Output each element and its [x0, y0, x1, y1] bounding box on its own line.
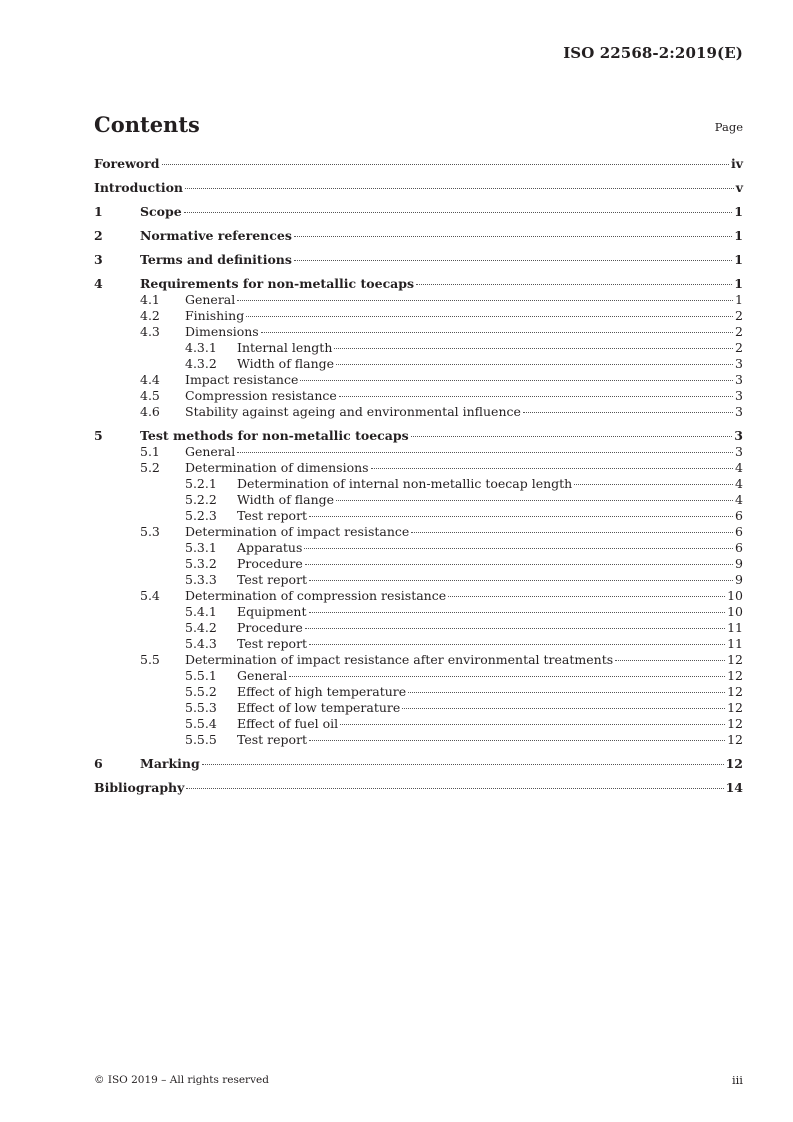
dot-leader [237, 300, 733, 301]
contents-heading-row [94, 112, 743, 142]
toc-entry-title: Determination of impact resistance after environmental treatments [185, 652, 614, 667]
dot-leader [309, 644, 725, 645]
toc-entry-number: 5.2.3 [185, 508, 217, 523]
toc-entry[interactable] [140, 292, 743, 308]
dot-leader [246, 316, 733, 317]
toc-entry-title: Effect of fuel oil [237, 716, 339, 731]
dot-leader [371, 468, 733, 469]
toc-entry-page: 2 [735, 308, 743, 323]
toc-entry[interactable] [185, 716, 743, 732]
toc-entry-number: 5.5.1 [185, 668, 217, 683]
toc-entry-title: Determination of internal non-metallic toecap length [237, 476, 573, 491]
toc-entry-page: 3 [735, 356, 743, 371]
dot-leader [339, 396, 733, 397]
dot-leader [309, 612, 726, 613]
toc-entry-number: 5.1 [140, 444, 160, 459]
toc-entry-title: General [237, 668, 288, 683]
toc-entry[interactable] [140, 372, 743, 388]
toc-entry-page: 10 [727, 588, 743, 603]
contents-title: Contents [94, 112, 200, 137]
toc-entry-number: 4 [94, 276, 103, 291]
dot-leader [309, 740, 725, 741]
toc-entry-page: 12 [727, 652, 743, 667]
toc-entry[interactable] [94, 276, 743, 292]
toc-entry[interactable] [185, 668, 743, 684]
toc-entry[interactable] [140, 444, 743, 460]
toc-entry-title: Impact resistance [185, 372, 299, 387]
toc-entry-number: 5 [94, 428, 103, 443]
toc-entry-title: Procedure [237, 556, 303, 571]
toc-entry-title: Internal length [237, 340, 333, 355]
toc-entry-page: 9 [735, 556, 743, 571]
toc-entry-title: Marking [140, 756, 200, 771]
toc-entry[interactable] [185, 700, 743, 716]
toc-entry-title: Procedure [237, 620, 303, 635]
dot-leader [294, 236, 732, 237]
toc-entry[interactable] [94, 204, 743, 220]
toc-entry-page: 6 [735, 508, 743, 523]
table-of-contents [94, 156, 743, 796]
dot-leader [289, 676, 725, 677]
document-id: ISO 22568-2:2019(E) [563, 44, 743, 62]
toc-entry-title: Width of flange [237, 356, 335, 371]
dot-leader [305, 564, 733, 565]
toc-entry-page: 3 [735, 404, 743, 419]
toc-entry[interactable] [185, 508, 743, 524]
page-number: iii [731, 1073, 743, 1087]
toc-entry-title: Width of flange [237, 492, 335, 507]
toc-entry[interactable] [185, 684, 743, 700]
toc-entry-page: 3 [735, 372, 743, 387]
toc-entry-number: 4.6 [140, 404, 160, 419]
toc-entry-page: v [735, 180, 743, 195]
toc-entry-number: 5.2.1 [185, 476, 217, 491]
toc-entry-title: Requirements for non-metallic toecaps [140, 276, 415, 291]
toc-entry-number: 4.5 [140, 388, 160, 403]
toc-entry-page: 4 [735, 492, 743, 507]
toc-entry[interactable] [140, 404, 743, 420]
toc-entry-title: Test report [237, 636, 308, 651]
copyright-notice: © ISO 2019 – All rights reserved [94, 1074, 269, 1086]
toc-entry-title: Test methods for non-metallic toecaps [140, 428, 409, 443]
toc-entry-number: 5.4.1 [185, 604, 217, 619]
toc-entry-page: 2 [735, 340, 743, 355]
toc-entry-number: 4.4 [140, 372, 160, 387]
toc-entry-page: 6 [735, 524, 743, 539]
toc-entry-title: Apparatus [237, 540, 303, 555]
toc-entry-title: Terms and definitions [140, 252, 292, 267]
toc-entry-number: 4.3.1 [185, 340, 217, 355]
toc-entry[interactable] [140, 388, 743, 404]
toc-entry[interactable] [94, 756, 743, 772]
toc-entry-number: 5.5.3 [185, 700, 217, 715]
dot-leader [523, 412, 733, 413]
dot-leader [305, 628, 725, 629]
toc-entry-number: 5.5.2 [185, 684, 217, 699]
toc-entry-page: iv [730, 156, 743, 171]
toc-entry-page: 1 [734, 276, 743, 291]
toc-entry-page: 12 [727, 732, 743, 747]
toc-entry[interactable] [140, 308, 743, 324]
toc-entry-title: Determination of compression resistance [185, 588, 447, 603]
toc-entry-title: Dimensions [185, 324, 259, 339]
toc-entry-title: Determination of impact resistance [185, 524, 410, 539]
toc-entry-number: 5.3.3 [185, 572, 217, 587]
toc-entry-page: 4 [735, 460, 743, 475]
dot-leader [300, 380, 733, 381]
dot-leader [336, 500, 733, 501]
toc-entry-title: Finishing [185, 308, 245, 323]
toc-entry-page: 2 [735, 324, 743, 339]
toc-entry-page: 12 [727, 716, 743, 731]
toc-entry-page: 1 [734, 252, 743, 267]
toc-entry[interactable] [140, 460, 743, 476]
toc-entry-page: 14 [725, 780, 743, 795]
toc-entry-page: 11 [727, 620, 743, 635]
toc-entry[interactable] [185, 620, 743, 636]
toc-entry-number: 4.1 [140, 292, 160, 307]
dot-leader [336, 364, 733, 365]
toc-entry-number: 5.5.5 [185, 732, 217, 747]
toc-entry-page: 1 [734, 204, 743, 219]
toc-entry[interactable] [94, 252, 743, 268]
dot-leader [304, 548, 733, 549]
toc-entry[interactable] [185, 540, 743, 556]
dot-leader [334, 348, 733, 349]
toc-entry-title: Compression resistance [185, 388, 337, 403]
toc-entry-title: Foreword [94, 156, 160, 171]
toc-entry-page: 3 [735, 444, 743, 459]
toc-entry-number: 1 [94, 204, 103, 219]
toc-entry-number: 5.4.3 [185, 636, 217, 651]
dot-leader [411, 436, 733, 437]
toc-entry[interactable] [185, 356, 743, 372]
toc-entry-page: 12 [727, 684, 743, 699]
toc-entry-number: 6 [94, 756, 103, 771]
toc-entry[interactable] [185, 340, 743, 356]
toc-entry-page: 11 [727, 636, 743, 651]
toc-entry-number: 5.2 [140, 460, 160, 475]
toc-entry[interactable] [140, 524, 743, 540]
toc-entry-number: 5.3.1 [185, 540, 217, 555]
toc-entry[interactable] [94, 428, 743, 444]
toc-entry[interactable] [140, 324, 743, 340]
toc-entry-page: 12 [727, 700, 743, 715]
toc-entry-number: 5.2.2 [185, 492, 217, 507]
toc-entry[interactable] [185, 732, 743, 748]
dot-leader [309, 580, 733, 581]
toc-entry-title: Stability against ageing and environmental influence [185, 404, 521, 419]
dot-leader [416, 284, 732, 285]
toc-entry[interactable] [140, 652, 743, 668]
dot-leader [340, 724, 725, 725]
dot-leader [448, 596, 725, 597]
dot-leader [185, 188, 734, 189]
toc-entry-page: 1 [735, 292, 743, 307]
toc-entry-title: General [185, 444, 236, 459]
dot-leader [202, 764, 724, 765]
toc-entry-title: Effect of low temperature [237, 700, 401, 715]
toc-entry-title: Effect of high temperature [237, 684, 407, 699]
toc-entry-number: 2 [94, 228, 103, 243]
toc-entry-number: 4.2 [140, 308, 160, 323]
dot-leader [574, 484, 733, 485]
dot-leader [186, 788, 723, 789]
toc-entry-number: 5.5.4 [185, 716, 217, 731]
toc-entry-page: 12 [725, 756, 743, 771]
toc-entry-page: 3 [735, 388, 743, 403]
toc-entry-page: 6 [735, 540, 743, 555]
dot-leader [294, 260, 732, 261]
toc-entry-page: 12 [727, 668, 743, 683]
toc-entry-number: 4.3 [140, 324, 160, 339]
dot-leader [615, 660, 725, 661]
toc-entry[interactable] [94, 780, 743, 796]
dot-leader [162, 164, 729, 165]
toc-entry[interactable] [94, 228, 743, 244]
toc-entry-page: 4 [735, 476, 743, 491]
toc-entry-title: General [185, 292, 236, 307]
toc-entry[interactable] [185, 476, 743, 492]
toc-entry-title: Test report [237, 732, 308, 747]
toc-entry[interactable] [185, 556, 743, 572]
toc-entry-page: 1 [734, 228, 743, 243]
toc-entry[interactable] [185, 636, 743, 652]
toc-entry-number: 4.3.2 [185, 356, 217, 371]
toc-entry-page: 9 [735, 572, 743, 587]
toc-entry[interactable] [185, 492, 743, 508]
page-column-label: Page [714, 120, 743, 134]
dot-leader [411, 532, 733, 533]
toc-entry-number: 5.5 [140, 652, 160, 667]
toc-entry[interactable] [185, 572, 743, 588]
dot-leader [402, 708, 725, 709]
toc-entry-title: Test report [237, 572, 308, 587]
dot-leader [237, 452, 733, 453]
dot-leader [261, 332, 733, 333]
toc-entry-title: Equipment [237, 604, 307, 619]
toc-entry-number: 5.3.2 [185, 556, 217, 571]
toc-entry-title: Bibliography [94, 780, 185, 795]
toc-entry-title: Scope [140, 204, 182, 219]
toc-entry-number: 5.3 [140, 524, 160, 539]
toc-entry-number: 3 [94, 252, 103, 267]
dot-leader [184, 212, 733, 213]
toc-entry-title: Introduction [94, 180, 184, 195]
toc-entry-number: 5.4 [140, 588, 160, 603]
toc-entry-title: Test report [237, 508, 308, 523]
toc-entry[interactable] [140, 588, 743, 604]
toc-entry-number: 5.4.2 [185, 620, 217, 635]
dot-leader [309, 516, 733, 517]
toc-entry-title: Determination of dimensions [185, 460, 369, 475]
toc-entry[interactable] [94, 156, 743, 172]
toc-entry-title: Normative references [140, 228, 292, 243]
toc-entry-page: 10 [727, 604, 743, 619]
toc-entry[interactable] [94, 180, 743, 196]
toc-entry[interactable] [185, 604, 743, 620]
toc-entry-page: 3 [734, 428, 743, 443]
dot-leader [408, 692, 725, 693]
